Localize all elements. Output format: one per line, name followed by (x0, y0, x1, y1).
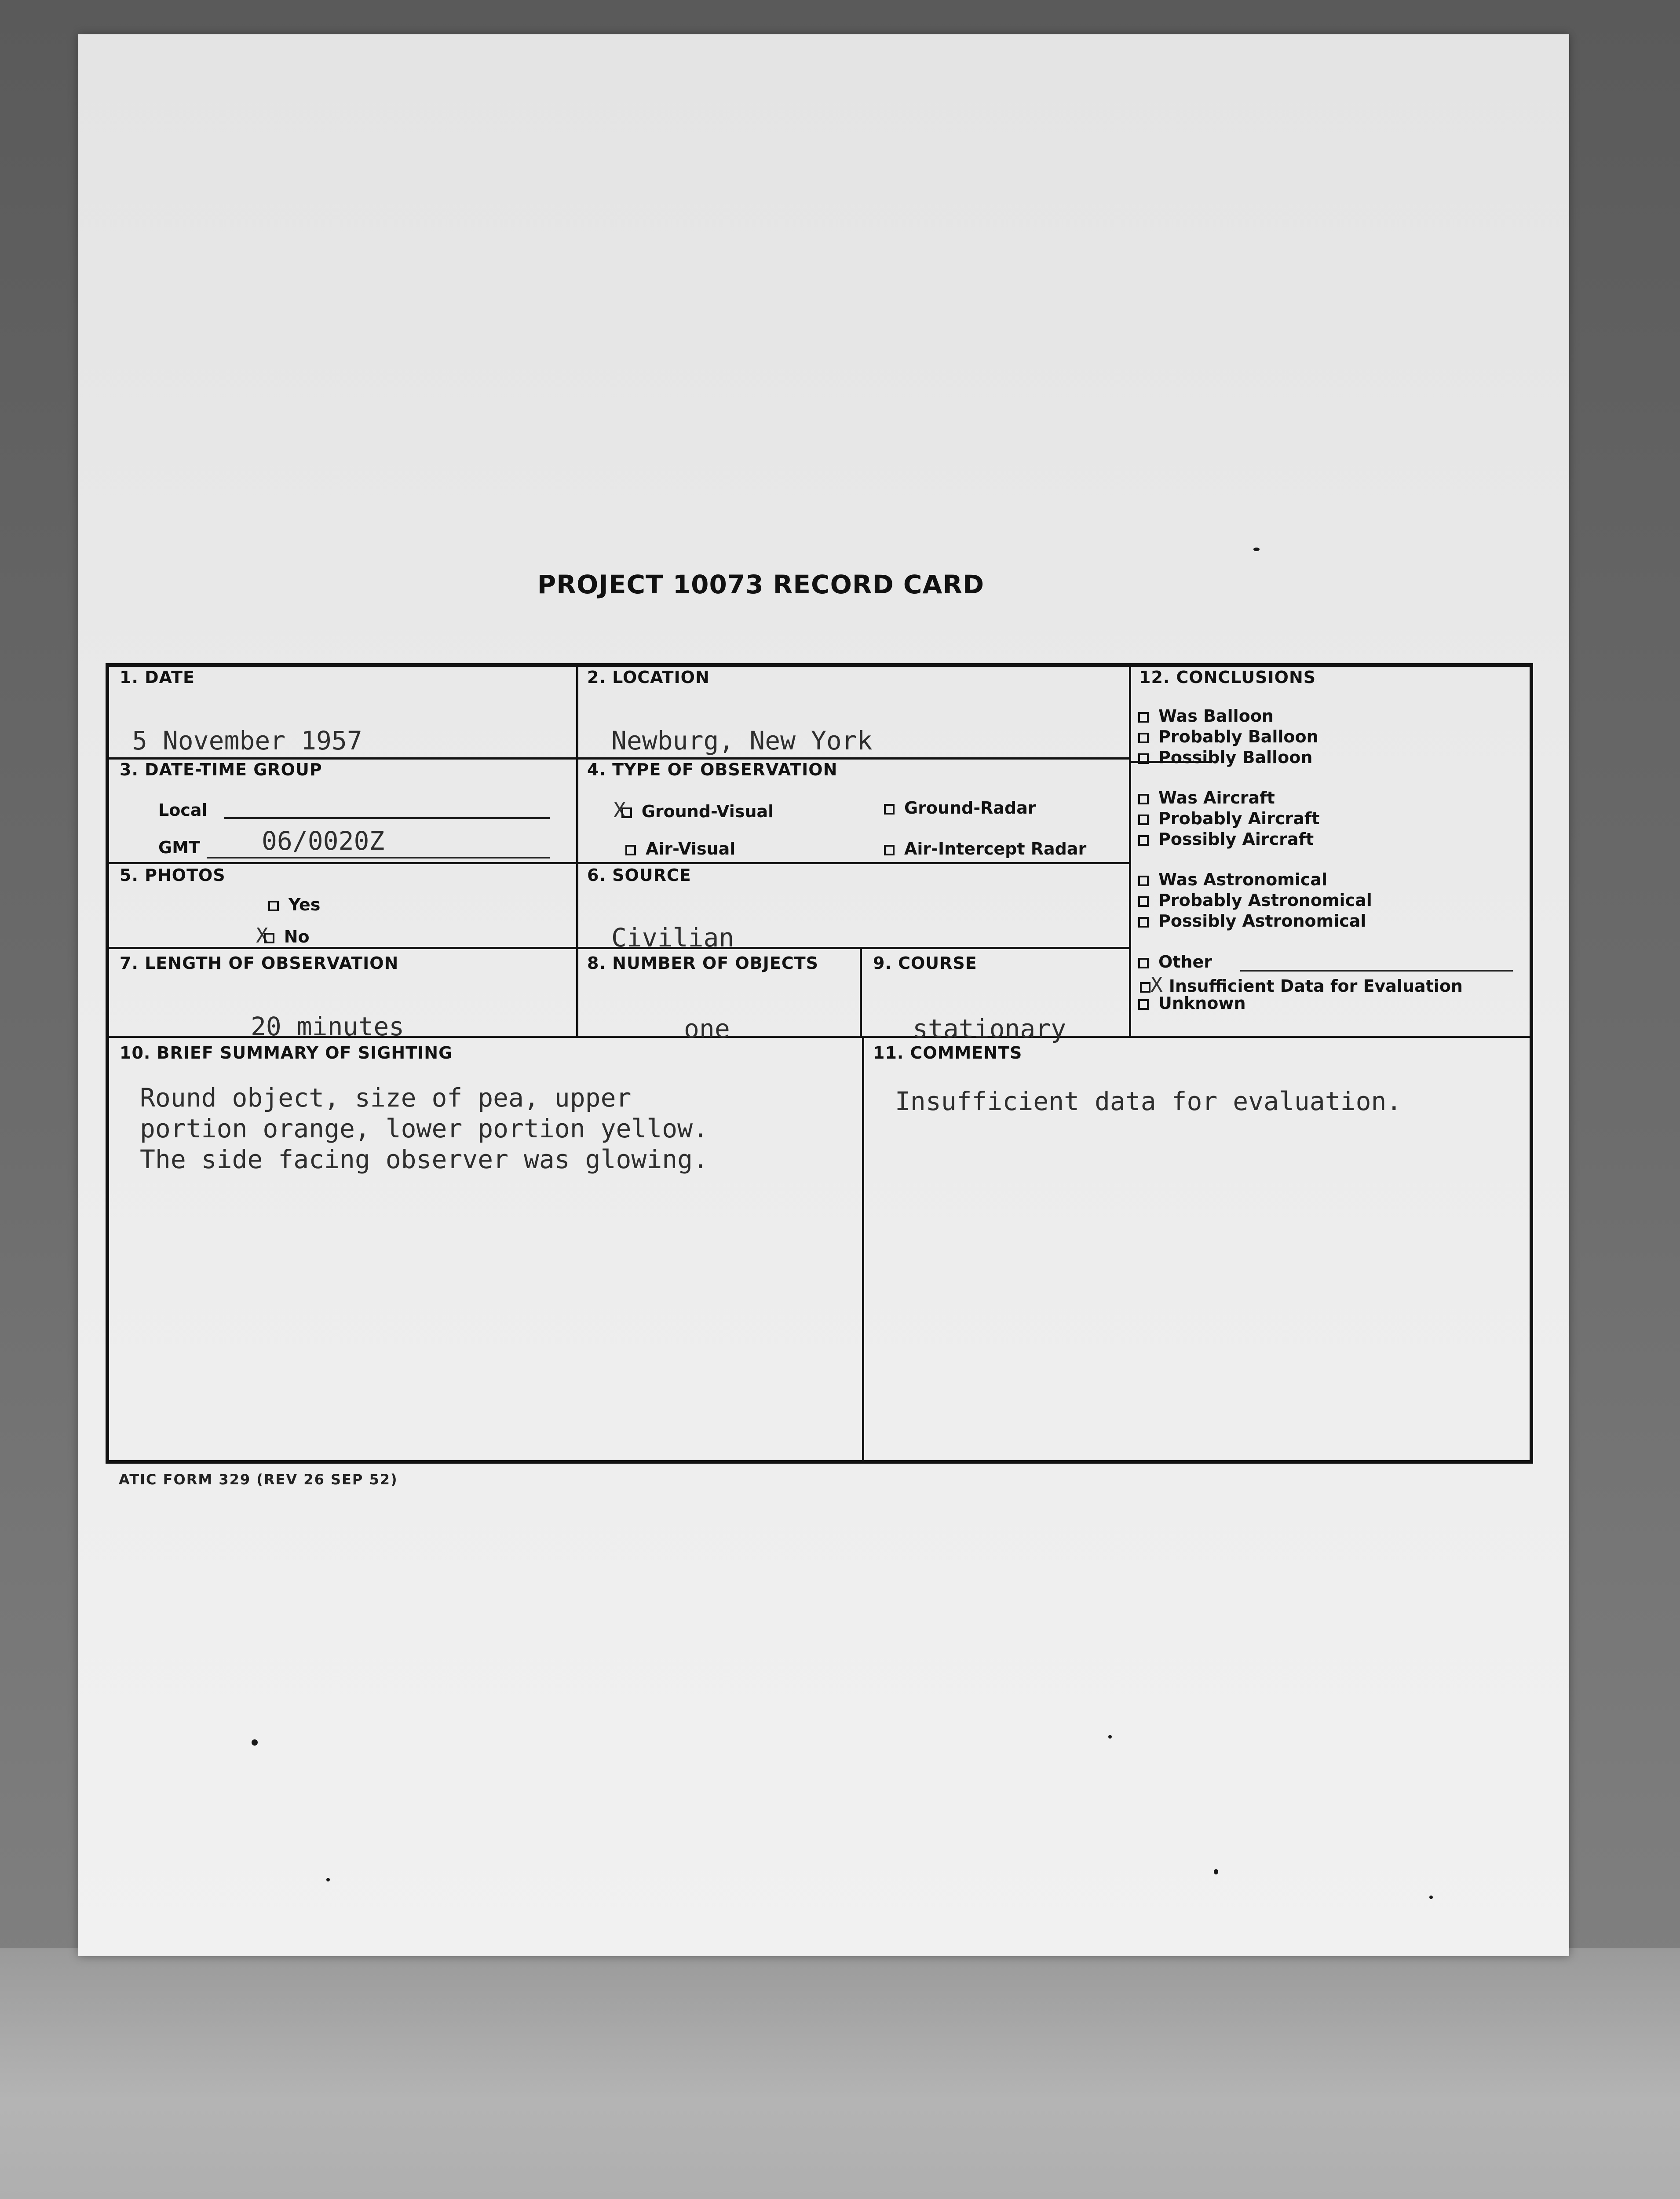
type-of-observation-label: 4. TYPE OF OBSERVATION (587, 760, 838, 779)
ground-visual-checkbox[interactable] (621, 807, 632, 818)
possibly-astronomical-checkbox[interactable] (1138, 917, 1149, 928)
summary-line-1: Round object, size of pea, upper (140, 1083, 632, 1113)
photos-yes-checkbox[interactable] (268, 901, 279, 911)
scan-speck (1108, 1735, 1112, 1739)
probably-aircraft-label: Probably Aircraft (1158, 809, 1320, 828)
conclusion-possibly-aircraft[interactable] (1138, 829, 1314, 849)
comments-value: Insufficient data for evaluation. (895, 1086, 1402, 1116)
photos-no-option[interactable] (256, 924, 310, 947)
photos-no-checkbox[interactable] (264, 933, 274, 943)
other-line (1240, 970, 1513, 972)
other-checkbox[interactable] (1138, 958, 1149, 968)
photos-yes-option[interactable] (268, 895, 320, 914)
ground-radar-checkbox[interactable] (884, 804, 895, 815)
row-divider-2 (106, 862, 1130, 864)
gmt-line (207, 857, 550, 858)
possibly-astronomical-label: Possibly Astronomical (1158, 911, 1366, 931)
unknown-checkbox[interactable] (1138, 999, 1149, 1010)
other-label: Other (1158, 952, 1213, 972)
air-intercept-radar-option[interactable] (884, 839, 1086, 858)
col-divider-course (860, 947, 862, 1036)
probably-balloon-label: Probably Balloon (1158, 727, 1318, 746)
air-visual-label: Air-Visual (646, 839, 736, 858)
air-intercept-radar-checkbox[interactable] (884, 845, 895, 855)
scan-lower-margin (0, 1948, 1680, 2199)
conclusion-insufficient-data[interactable] (1140, 973, 1463, 997)
conclusion-was-aircraft[interactable] (1138, 788, 1275, 807)
scan-speck (1214, 1869, 1218, 1874)
gmt-value: 06/0020Z (262, 826, 385, 856)
was-balloon-label: Was Balloon (1158, 706, 1274, 726)
probably-balloon-checkbox[interactable] (1138, 733, 1149, 743)
ground-visual-label: Ground-Visual (641, 802, 774, 821)
ground-radar-option[interactable] (884, 798, 1036, 818)
photos-no-label: No (284, 927, 310, 946)
location-value: Newburg, New York (611, 726, 873, 756)
possibly-balloon-label: Possibly Balloon (1158, 748, 1313, 767)
number-of-objects-value: one (684, 1014, 730, 1044)
probably-aircraft-checkbox[interactable] (1138, 815, 1149, 825)
date-value: 5 November 1957 (132, 726, 362, 756)
conclusion-probably-astronomical[interactable] (1138, 891, 1372, 910)
col-divider-comments (862, 1036, 864, 1464)
summary-line-3: The side facing observer was glowing. (140, 1144, 709, 1174)
conclusion-was-balloon[interactable] (1138, 706, 1274, 726)
brief-summary-label: 10. BRIEF SUMMARY OF SIGHTING (120, 1043, 453, 1063)
date-time-group-label: 3. DATE-TIME GROUP (120, 760, 322, 779)
conclusion-was-astronomical[interactable] (1138, 870, 1327, 889)
scan-speck (326, 1878, 330, 1881)
source-label: 6. SOURCE (587, 866, 691, 885)
air-intercept-radar-label: Air-Intercept Radar (904, 839, 1087, 858)
margin-scribble (84, 2195, 233, 2199)
was-astronomical-label: Was Astronomical (1158, 870, 1328, 889)
unknown-label: Unknown (1158, 994, 1246, 1013)
conclusion-possibly-astronomical[interactable] (1138, 911, 1366, 931)
conclusion-possibly-balloon[interactable] (1138, 748, 1312, 767)
probably-astronomical-label: Probably Astronomical (1158, 891, 1372, 910)
card-title: PROJECT 10073 RECORD CARD (537, 570, 985, 599)
number-of-objects-label: 8. NUMBER OF OBJECTS (587, 953, 819, 973)
conclusion-other[interactable] (1138, 952, 1212, 972)
col-divider-main (576, 663, 578, 1036)
length-of-observation-label: 7. LENGTH OF OBSERVATION (120, 953, 399, 973)
probably-astronomical-checkbox[interactable] (1138, 896, 1149, 907)
possibly-aircraft-checkbox[interactable] (1138, 835, 1149, 846)
conclusions-label: 12. CONCLUSIONS (1139, 668, 1316, 687)
possibly-aircraft-label: Possibly Aircraft (1158, 829, 1314, 849)
scan-speck (1253, 548, 1260, 551)
location-label: 2. LOCATION (587, 668, 710, 687)
photos-no-x-mark: X (256, 924, 268, 947)
conclusion-unknown[interactable] (1138, 994, 1246, 1013)
course-label: 9. COURSE (873, 953, 977, 973)
col-divider-conclusions (1129, 663, 1131, 1036)
source-value: Civilian (611, 923, 734, 953)
possibly-balloon-checkbox[interactable] (1138, 753, 1149, 764)
was-astronomical-checkbox[interactable] (1138, 876, 1149, 886)
air-visual-checkbox[interactable] (625, 845, 636, 855)
local-line (224, 817, 550, 819)
record-card-grid (106, 663, 1533, 1464)
ground-visual-x-mark: X (614, 798, 626, 822)
insufficient-data-checkbox[interactable] (1140, 982, 1150, 993)
scan-speck (252, 1739, 258, 1746)
comments-label: 11. COMMENTS (873, 1043, 1023, 1063)
summary-line-2: portion orange, lower portion yellow. (140, 1114, 709, 1143)
ground-radar-label: Ground-Radar (904, 798, 1036, 818)
date-label: 1. DATE (120, 668, 195, 687)
ground-visual-option[interactable] (614, 798, 774, 822)
photos-label: 5. PHOTOS (120, 866, 226, 885)
gmt-label: GMT (158, 838, 200, 857)
conclusion-probably-balloon[interactable] (1138, 727, 1318, 746)
local-label: Local (158, 800, 208, 820)
length-of-observation-value: 20 minutes (251, 1012, 405, 1041)
scan-speck (1429, 1896, 1433, 1899)
was-aircraft-checkbox[interactable] (1138, 794, 1149, 804)
air-visual-option[interactable] (625, 839, 735, 858)
was-balloon-checkbox[interactable] (1138, 712, 1149, 723)
form-number: ATIC FORM 329 (REV 26 SEP 52) (119, 1471, 398, 1488)
photos-yes-label: Yes (289, 895, 321, 914)
course-value: stationary (913, 1014, 1066, 1044)
insufficient-data-label: Insufficient Data for Evaluation (1169, 976, 1463, 996)
was-aircraft-label: Was Aircraft (1158, 788, 1275, 807)
row-divider-1 (106, 757, 1130, 760)
insufficient-data-x-mark: X (1150, 973, 1163, 997)
conclusion-probably-aircraft[interactable] (1138, 809, 1320, 828)
